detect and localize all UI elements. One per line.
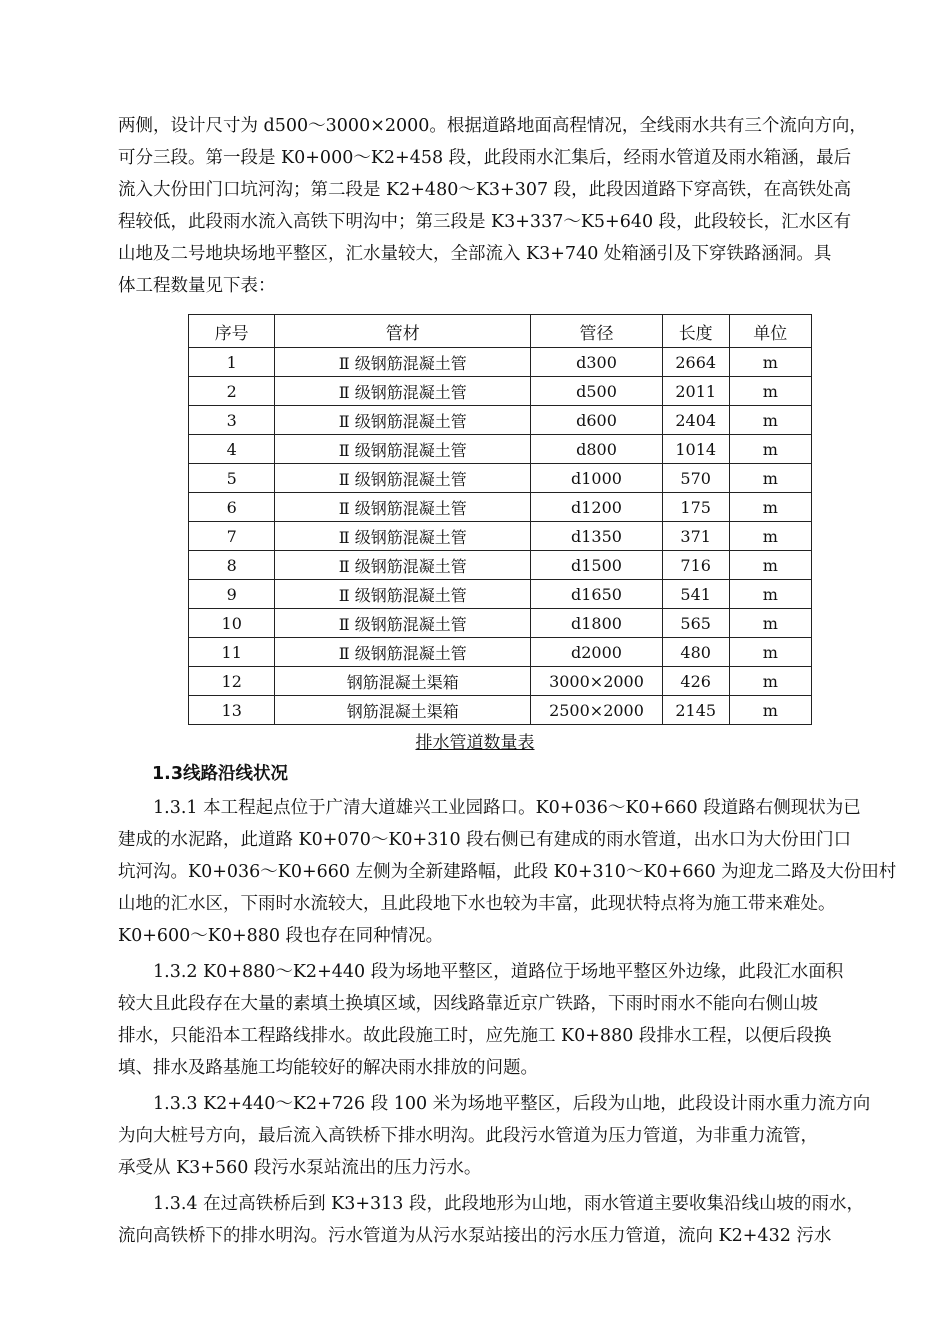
cell-diameter: d800 — [531, 435, 663, 464]
text-line: 山地及二号地块场地平整区，汇水量较大，全部流入 K3+740 处箱涵引及下穿铁路涵洞。具 — [118, 244, 832, 264]
text-line: 程较低，此段雨水流入高铁下明沟中；第三段是 K3+337～K5+640 段，此段较长，汇水区有 — [118, 212, 852, 232]
cell-length: 2404 — [662, 406, 729, 435]
cell-length: 565 — [662, 609, 729, 638]
cell-material: Ⅱ 级钢筋混凝土管 — [275, 406, 531, 435]
cell-index: 4 — [189, 435, 275, 464]
table-row — [189, 493, 812, 522]
cell-index: 7 — [189, 522, 275, 551]
cell-unit: m — [729, 551, 811, 580]
text-line: 为向大桩号方向，最后流入高铁桥下排水明沟。此段污水管道为压力管道，为非重力流管， — [118, 1126, 818, 1146]
paragraph-1-3-1 — [118, 792, 898, 952]
table-row — [189, 435, 812, 464]
header-material: 管材 — [275, 315, 531, 348]
cell-unit: m — [729, 609, 811, 638]
cell-diameter: d1500 — [531, 551, 663, 580]
cell-material: Ⅱ 级钢筋混凝土管 — [275, 522, 531, 551]
intro-paragraph — [118, 110, 898, 302]
pipe-quantity-table — [188, 314, 812, 725]
cell-index: 9 — [189, 580, 275, 609]
cell-diameter: d1350 — [531, 522, 663, 551]
cell-material: 钢筋混凝土渠箱 — [275, 667, 531, 696]
cell-material: Ⅱ 级钢筋混凝土管 — [275, 609, 531, 638]
cell-material: 钢筋混凝土渠箱 — [275, 696, 531, 725]
table-row — [189, 464, 812, 493]
header-length: 长度 — [662, 315, 729, 348]
cell-length: 716 — [662, 551, 729, 580]
table-row — [189, 406, 812, 435]
cell-unit: m — [729, 435, 811, 464]
cell-diameter: d500 — [531, 377, 663, 406]
text-line: 建成的水泥路，此道路 K0+070～K0+310 段右侧已有建成的雨水管道，出水口为大份田门口 — [118, 830, 852, 850]
cell-material: Ⅱ 级钢筋混凝土管 — [275, 551, 531, 580]
cell-length: 371 — [662, 522, 729, 551]
table-header-row — [189, 315, 812, 348]
table-caption: 排水管道数量表 — [415, 733, 535, 753]
cell-unit: m — [729, 638, 811, 667]
cell-diameter: d2000 — [531, 638, 663, 667]
text-line: 可分三段。第一段是 K0+000～K2+458 段，此段雨水汇集后，经雨水管道及雨水箱涵，最后 — [118, 148, 852, 168]
cell-length: 1014 — [662, 435, 729, 464]
cell-index: 11 — [189, 638, 275, 667]
text-line: 承受从 K3+560 段污水泵站流出的压力污水。 — [118, 1158, 482, 1178]
cell-length: 2145 — [662, 696, 729, 725]
text-line: 1.3.1 本工程起点位于广清大道雄兴工业园路口。K0+036～K0+660 段道路右侧现状为已 — [153, 798, 861, 818]
text-line: 流向高铁桥下的排水明沟。污水管道为从污水泵站接出的污水压力管道，流向 K2+432 污水 — [118, 1226, 832, 1246]
table-row — [189, 522, 812, 551]
paragraph-1-3-4 — [118, 1188, 898, 1252]
cell-length: 541 — [662, 580, 729, 609]
cell-index: 13 — [189, 696, 275, 725]
table-row — [189, 638, 812, 667]
header-index: 序号 — [189, 315, 275, 348]
table-row — [189, 667, 812, 696]
cell-index: 10 — [189, 609, 275, 638]
cell-unit: m — [729, 464, 811, 493]
cell-length: 175 — [662, 493, 729, 522]
paragraph-1-3-3 — [118, 1088, 898, 1184]
cell-diameter: d300 — [531, 348, 663, 377]
cell-length: 2664 — [662, 348, 729, 377]
cell-length: 426 — [662, 667, 729, 696]
cell-material: Ⅱ 级钢筋混凝土管 — [275, 348, 531, 377]
cell-material: Ⅱ 级钢筋混凝土管 — [275, 435, 531, 464]
cell-material: Ⅱ 级钢筋混凝土管 — [275, 638, 531, 667]
cell-diameter: d1800 — [531, 609, 663, 638]
cell-material: Ⅱ 级钢筋混凝土管 — [275, 493, 531, 522]
table-row — [189, 696, 812, 725]
cell-unit: m — [729, 406, 811, 435]
cell-unit: m — [729, 348, 811, 377]
cell-diameter: d600 — [531, 406, 663, 435]
table-row — [189, 377, 812, 406]
table-row — [189, 551, 812, 580]
table-row — [189, 609, 812, 638]
text-line: 较大且此段存在大量的素填土换填区域，因线路靠近京广铁路，下雨时雨水不能向右侧山坡 — [118, 994, 818, 1014]
cell-diameter: 3000×2000 — [531, 667, 663, 696]
paragraph-1-3-2 — [118, 956, 898, 1084]
text-line: 山地的汇水区，下雨时水流较大，且此段地下水也较为丰富，此现状特点将为施工带来难处。 — [118, 894, 836, 914]
cell-unit: m — [729, 580, 811, 609]
cell-unit: m — [729, 377, 811, 406]
cell-length: 2011 — [662, 377, 729, 406]
text-line: 流入大份田门口坑河沟；第二段是 K2+480～K3+307 段，此段因道路下穿高铁，在高铁处高 — [118, 180, 852, 200]
cell-unit: m — [729, 493, 811, 522]
table-row — [189, 580, 812, 609]
cell-index: 8 — [189, 551, 275, 580]
table-row — [189, 348, 812, 377]
cell-index: 5 — [189, 464, 275, 493]
cell-diameter: d1000 — [531, 464, 663, 493]
cell-length: 480 — [662, 638, 729, 667]
cell-diameter: 2500×2000 — [531, 696, 663, 725]
text-line: 1.3.3 K2+440～K2+726 段 100 米为场地平整区，后段为山地，此段设计雨水重力流方向 — [153, 1094, 871, 1114]
text-line: 排水，只能沿本工程路线排水。故此段施工时，应先施工 K0+880 段排水工程，以便后段换 — [118, 1026, 832, 1046]
cell-index: 12 — [189, 667, 275, 696]
text-line: 两侧，设计尺寸为 d500～3000×2000。根据道路地面高程情况，全线雨水共有三个流向方向， — [118, 116, 867, 136]
text-line: K0+600～K0+880 段也存在同种情况。 — [118, 926, 444, 946]
section-heading: 1.3线路沿线状况 — [152, 764, 289, 784]
text-line: 填、排水及路基施工均能较好的解决雨水排放的问题。 — [118, 1058, 538, 1078]
cell-index: 3 — [189, 406, 275, 435]
cell-diameter: d1200 — [531, 493, 663, 522]
cell-unit: m — [729, 696, 811, 725]
text-line: 1.3.2 K0+880～K2+440 段为场地平整区，道路位于场地平整区外边缘，此段汇水面积 — [153, 962, 844, 982]
cell-diameter: d1650 — [531, 580, 663, 609]
cell-material: Ⅱ 级钢筋混凝土管 — [275, 580, 531, 609]
cell-index: 1 — [189, 348, 275, 377]
cell-material: Ⅱ 级钢筋混凝土管 — [275, 464, 531, 493]
text-line: 1.3.4 在过高铁桥后到 K3+313 段，此段地形为山地，雨水管道主要收集沿线山坡的雨水， — [153, 1194, 864, 1214]
cell-material: Ⅱ 级钢筋混凝土管 — [275, 377, 531, 406]
header-unit: 单位 — [729, 315, 811, 348]
cell-unit: m — [729, 667, 811, 696]
text-line: 体工程数量见下表： — [118, 276, 276, 296]
header-diameter: 管径 — [531, 315, 663, 348]
cell-index: 2 — [189, 377, 275, 406]
cell-index: 6 — [189, 493, 275, 522]
table-body — [189, 348, 812, 725]
cell-unit: m — [729, 522, 811, 551]
cell-length: 570 — [662, 464, 729, 493]
text-line: 坑河沟。K0+036～K0+660 左侧为全新建路幅，此段 K0+310～K0+660 为迎龙二路及大份田村 — [118, 862, 897, 882]
